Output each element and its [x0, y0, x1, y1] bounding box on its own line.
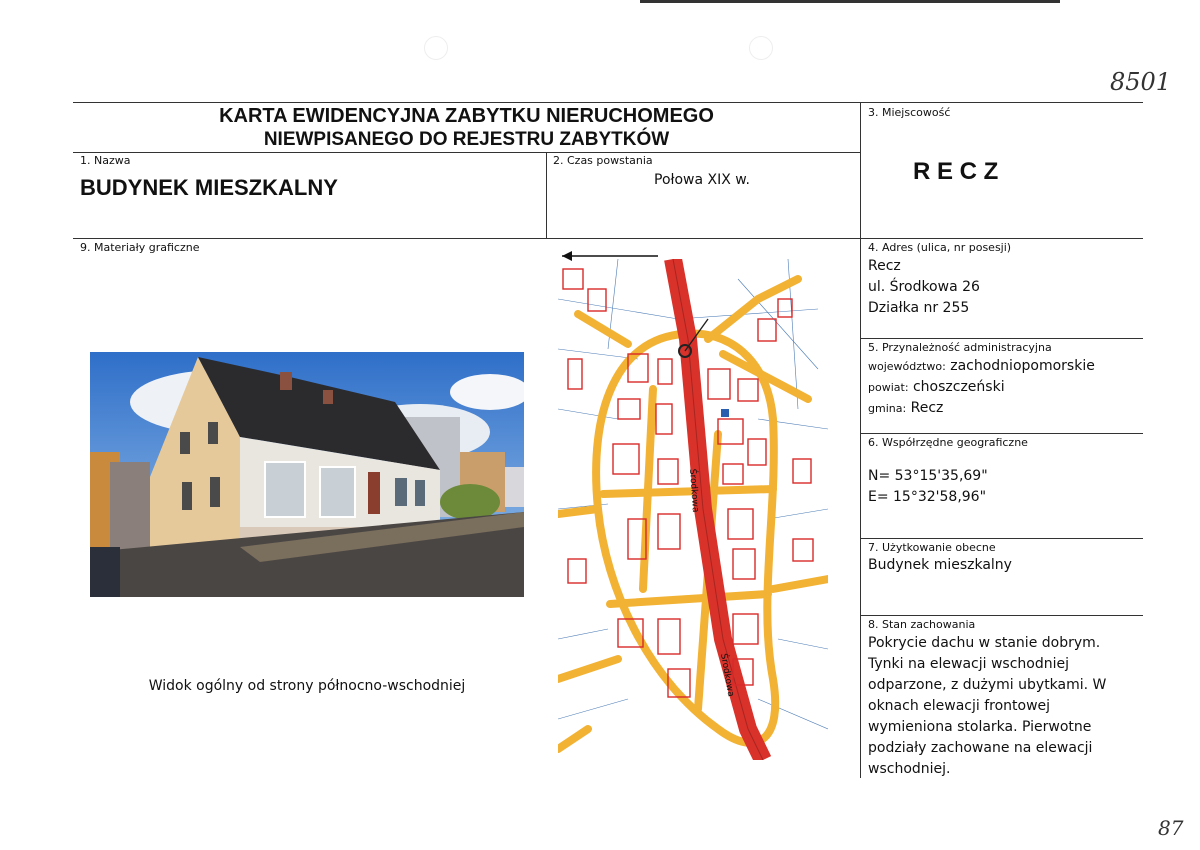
field-name-label: 1. Nazwa [80, 154, 131, 167]
voivodeship-label: województwo: [868, 360, 946, 373]
name-time-divider [546, 152, 547, 238]
condition-text [868, 633, 1138, 780]
field-name-value: BUDYNEK MIESZKALNY [80, 175, 338, 200]
map-street-label: Środkowa [718, 652, 736, 698]
voivodeship-value: zachodniopomorskie [950, 358, 1095, 374]
condition-line: Pokrycie dachu w stanie dobrym. [868, 635, 1101, 651]
address-town: Recz [868, 258, 901, 274]
field-coords-label: 6. Współrzędne geograficzne [868, 436, 1028, 449]
admin-voivodeship-row [868, 356, 1095, 377]
card-title-line2: NIEWPISANEGO DO REJESTRU ZABYTKÓW [263, 129, 670, 150]
coord-east: E= 15°32'58,96" [868, 489, 987, 505]
map-street-label: Środkowa [687, 468, 701, 513]
field-locality-label: 3. Miejscowość [868, 106, 951, 119]
archive-number: 8501 [1110, 68, 1172, 96]
condition-line: odparzone, z dużymi ubytkami. W [868, 677, 1107, 693]
field-locality-value: R E C Z [913, 158, 999, 185]
cadastral-map [558, 259, 828, 760]
field-usage-label: 7. Użytkowanie obecne [868, 541, 996, 554]
address-street: ul. Środkowa 26 [868, 279, 980, 295]
condition-line: podziały zachowane na elewacji [868, 740, 1093, 756]
divider-5-6 [860, 433, 1143, 434]
field-address-label: 4. Adres (ulica, nr posesji) [868, 241, 1012, 254]
admin-county-row [868, 377, 1005, 398]
county-value: choszczeński [912, 379, 1005, 395]
condition-line: wymieniona stolarka. Pierwotne [868, 719, 1092, 735]
form-top-border [73, 102, 1143, 103]
field-time-label: 2. Czas powstania [553, 154, 653, 167]
field-graphics-label: 9. Materiały graficzne [80, 241, 200, 254]
page-number: 87 [1158, 816, 1184, 840]
commune-value: Recz [910, 400, 944, 416]
field-condition-label: 8. Stan zachowania [868, 618, 976, 631]
scan-edge-bar [640, 0, 1060, 3]
card-title-line1: KARTA EWIDENCYJNA ZABYTKU NIERUCHOMEGO [219, 105, 714, 127]
condition-line: Tynki na elewacji wschodniej [868, 656, 1069, 672]
commune-label: gmina: [868, 402, 907, 415]
divider-7-8 [860, 615, 1143, 616]
row-divider [73, 238, 1143, 239]
punch-hole [749, 36, 773, 60]
field-admin-label: 5. Przynależność administracyjna [868, 341, 1052, 354]
title-divider [73, 152, 860, 153]
usage-value: Budynek mieszkalny [868, 557, 1012, 573]
divider-6-7 [860, 538, 1143, 539]
north-arrow-icon [560, 250, 660, 262]
field-time-value: Połowa XIX w. [654, 172, 750, 188]
admin-commune-row [868, 398, 943, 419]
divider-4-5 [860, 338, 1143, 339]
photo-caption: Widok ogólny od strony północno-wschodniej [148, 678, 466, 694]
building-photo [90, 352, 524, 597]
address-parcel: Działka nr 255 [868, 300, 970, 316]
condition-line: wschodniej. [868, 761, 951, 777]
county-label: powiat: [868, 381, 909, 394]
right-column-divider [860, 102, 861, 778]
condition-line: oknach elewacji frontowej [868, 698, 1051, 714]
coord-north: N= 53°15'35,69" [868, 468, 988, 484]
punch-hole [424, 36, 448, 60]
